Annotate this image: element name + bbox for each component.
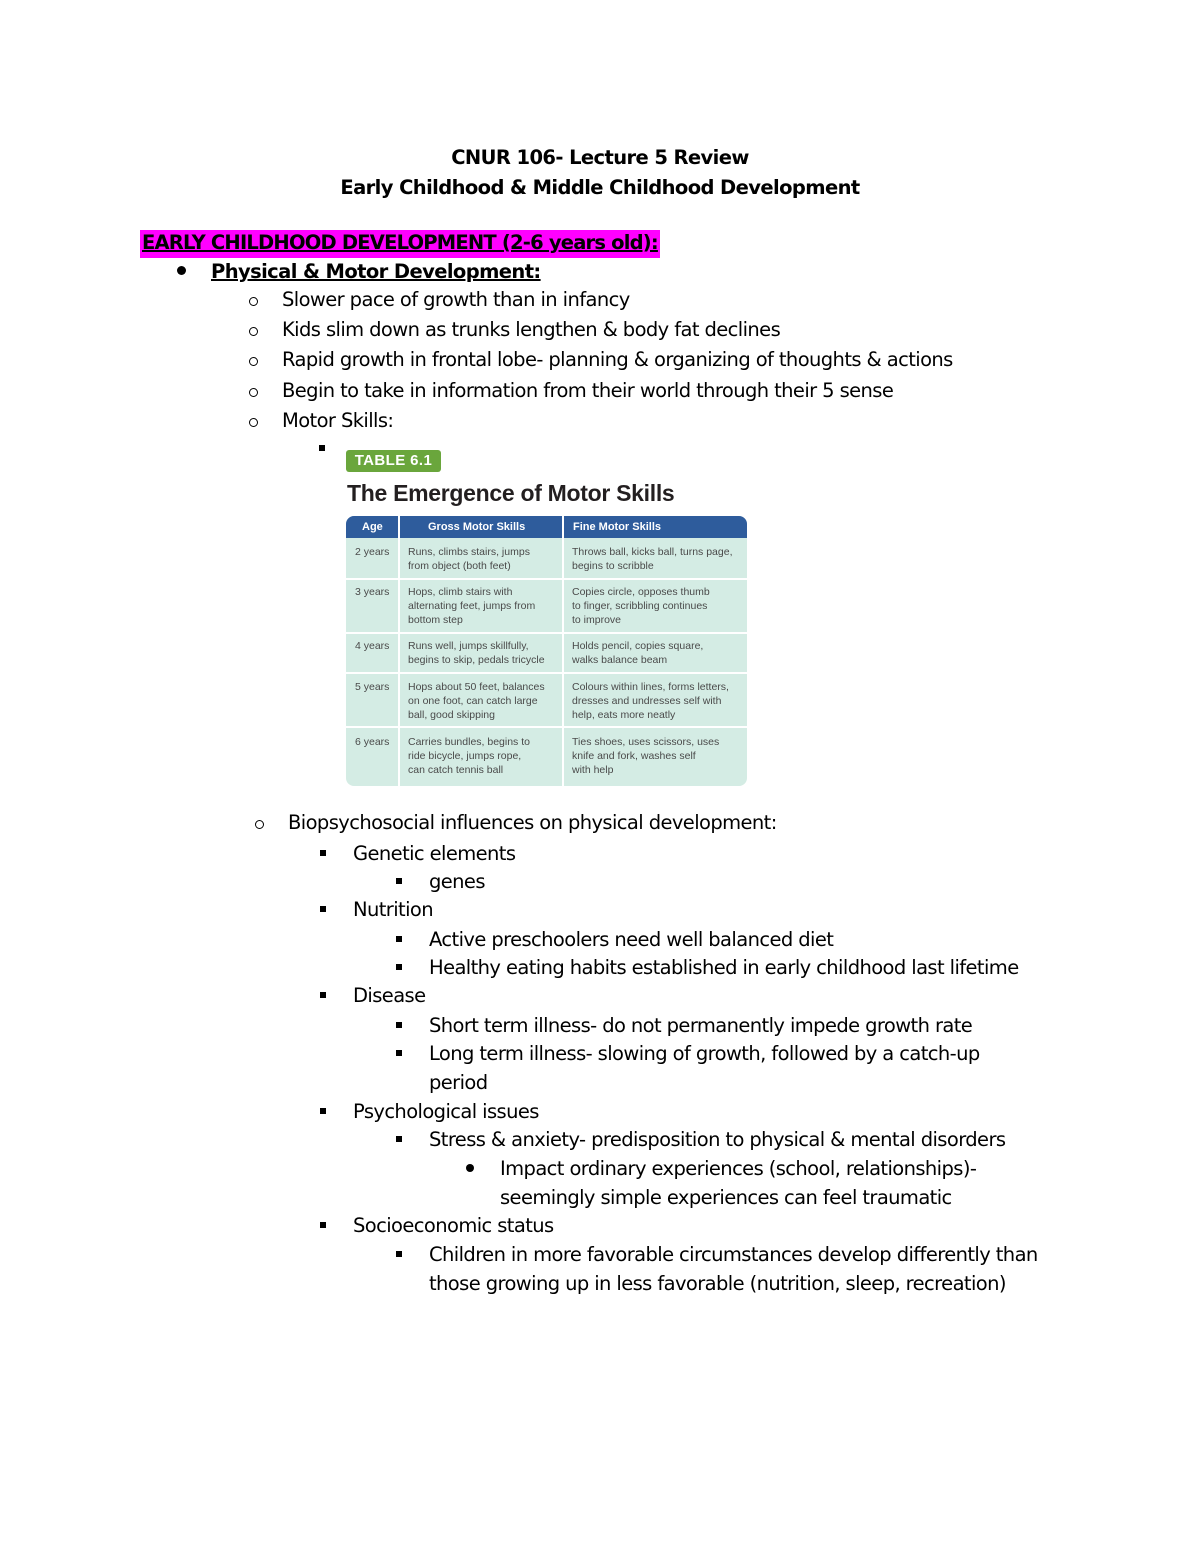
list-item-continuation: those growing up in less favorable (nutrition, sleep, recreation) (429, 1272, 1006, 1295)
table-divider (346, 672, 747, 674)
table-cell-gross: Carries bundles, begins to ride bicycle, jumps rope, can catch tennis ball (408, 736, 530, 776)
table-cell-fine: Holds pencil, copies square, walks balance beam (572, 640, 704, 666)
column-header-fine: Fine Motor Skills (573, 521, 662, 533)
square-bullet-icon (320, 906, 326, 912)
circle-bullet-icon (249, 418, 258, 427)
table-divider (562, 516, 564, 786)
list-item: Kids slim down as trunks lengthen & body fat declines (282, 318, 781, 341)
column-header-gross: Gross Motor Skills (428, 521, 526, 533)
influence-label: Disease (353, 984, 426, 1007)
list-item: Active preschoolers need well balanced diet (429, 928, 834, 951)
square-bullet-icon (396, 1050, 402, 1056)
table-cell-age: 2 years (355, 546, 390, 558)
list-item: Slower pace of growth than in infancy (282, 288, 630, 311)
motor-skills-table-figure (346, 450, 748, 788)
table-divider (346, 632, 747, 634)
influence-label: Socioeconomic status (353, 1214, 554, 1237)
square-bullet-icon (319, 445, 325, 451)
list-item: Healthy eating habits established in early childhood last lifetime (429, 956, 1019, 979)
circle-bullet-icon (249, 388, 258, 397)
square-bullet-icon (320, 1222, 326, 1228)
table-cell-fine: Throws ball, kicks ball, turns page, begins to scribble (572, 546, 733, 572)
document-title: CNUR 106- Lecture 5 Review (451, 146, 749, 169)
list-item: Stress & anxiety- predisposition to physical & mental disorders (429, 1128, 1006, 1151)
circle-bullet-icon (249, 357, 258, 366)
column-header-age: Age (362, 521, 383, 533)
motor-skills-table (346, 516, 747, 786)
list-item: Motor Skills: (282, 409, 394, 432)
table-cell-age: 4 years (355, 640, 390, 652)
square-bullet-icon (320, 1108, 326, 1114)
figure-tag: TABLE 6.1 (346, 450, 441, 472)
influence-label: Genetic elements (353, 842, 516, 865)
square-bullet-icon (396, 1136, 402, 1142)
table-divider (346, 726, 747, 728)
square-bullet-icon (396, 964, 402, 970)
circle-bullet-icon (255, 820, 264, 829)
figure-title: The Emergence of Motor Skills (347, 480, 675, 506)
section-heading: EARLY CHILDHOOD DEVELOPMENT (2-6 years old): (140, 230, 660, 258)
square-bullet-icon (396, 936, 402, 942)
square-bullet-icon (320, 850, 326, 856)
square-bullet-icon (396, 878, 402, 884)
list-item: Children in more favorable circumstances develop differently than (429, 1243, 1038, 1266)
table-cell-fine: Ties shoes, uses scissors, uses knife and fork, washes self with help (572, 736, 720, 776)
table-cell-age: 6 years (355, 736, 390, 748)
disc-bullet-icon (466, 1164, 474, 1172)
influences-heading: Biopsychosocial influences on physical development: (288, 811, 777, 834)
table-cell-age: 5 years (355, 681, 390, 693)
table-cell-gross: Runs, climbs stairs, jumps from object (both feet) (408, 546, 530, 572)
table-cell-age: 3 years (355, 586, 390, 598)
table-divider (346, 578, 747, 580)
influence-label: Nutrition (353, 898, 433, 921)
square-bullet-icon (396, 1251, 402, 1257)
table-header-row (346, 516, 747, 538)
table-divider (398, 516, 400, 786)
table-cell-fine: Colours within lines, forms letters, dresses and undresses self with help, eats more neatly (572, 681, 729, 721)
list-item: Impact ordinary experiences (school, relationships)- (500, 1157, 977, 1180)
square-bullet-icon (396, 1022, 402, 1028)
square-bullet-icon (320, 992, 326, 998)
document-subtitle: Early Childhood & Middle Childhood Development (340, 176, 860, 199)
table-cell-fine: Copies circle, opposes thumb to finger, scribbling continues to improve (572, 586, 710, 626)
list-item: Begin to take in information from their world through their 5 sense (282, 379, 894, 402)
list-item-continuation: seemingly simple experiences can feel traumatic (500, 1186, 952, 1209)
table-cell-gross: Runs well, jumps skillfully, begins to skip, pedals tricycle (408, 640, 545, 666)
subheading-physical-motor: Physical & Motor Development: (211, 260, 541, 283)
list-item: genes (429, 870, 485, 893)
table-cell-gross: Hops about 50 feet, balances on one foot, can catch large ball, good skipping (408, 681, 545, 721)
circle-bullet-icon (249, 327, 258, 336)
influence-label: Psychological issues (353, 1100, 539, 1123)
table-cell-gross: Hops, climb stairs with alternating feet, jumps from bottom step (408, 586, 536, 626)
list-item: Short term illness- do not permanently impede growth rate (429, 1014, 973, 1037)
list-item-continuation: period (429, 1071, 488, 1094)
list-item: Long term illness- slowing of growth, followed by a catch-up (429, 1042, 980, 1065)
list-item: Rapid growth in frontal lobe- planning & organizing of thoughts & actions (282, 348, 953, 371)
disc-bullet-icon (177, 266, 186, 275)
circle-bullet-icon (249, 297, 258, 306)
